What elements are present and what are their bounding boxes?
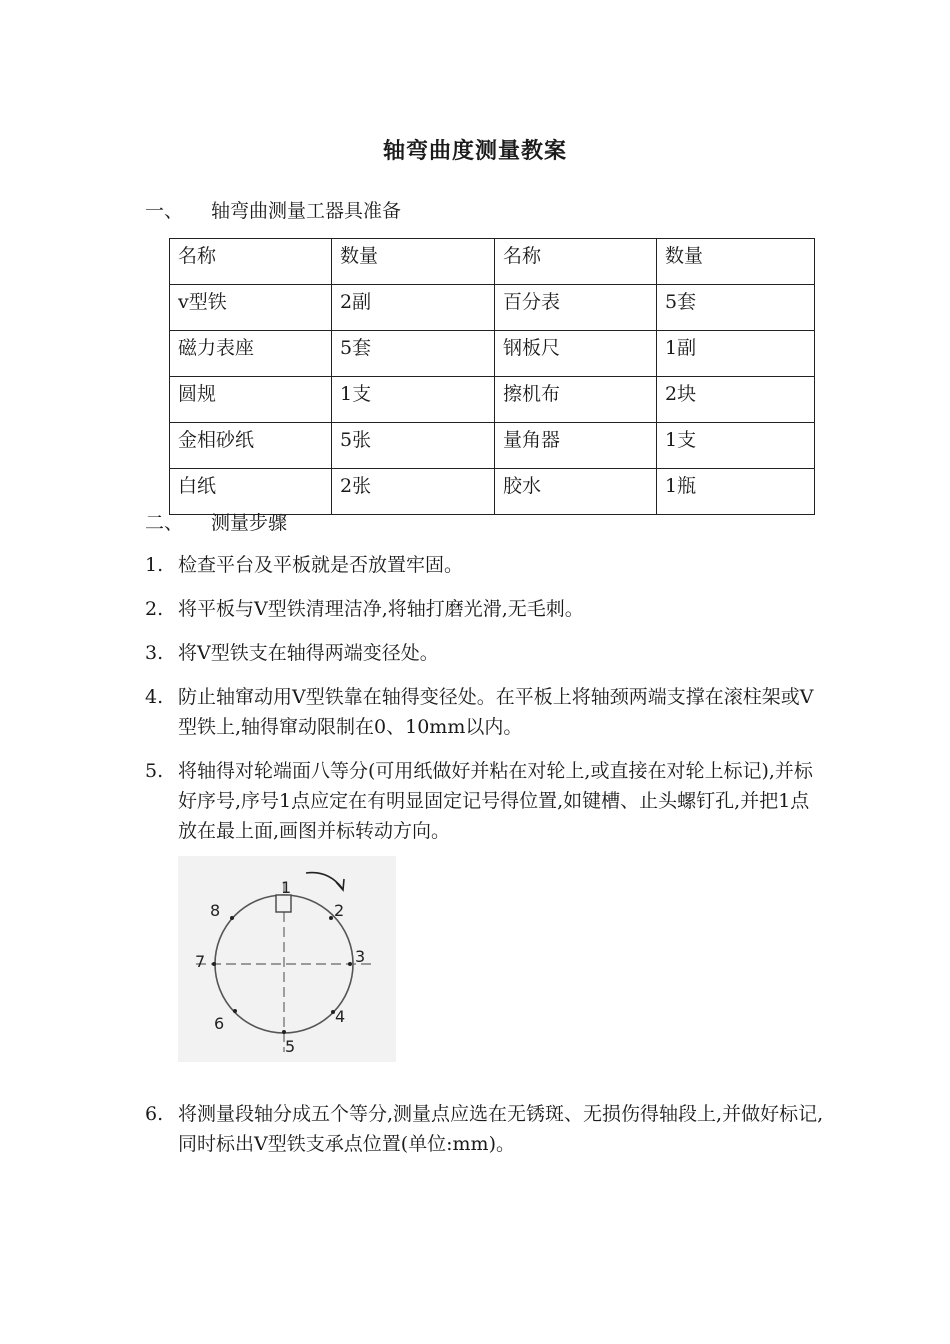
step-number: 2. [145, 598, 164, 620]
step-number: 6. [145, 1103, 164, 1125]
step-text: 将轴得对轮端面八等分(可用纸做好并粘在对轮上,或直接在对轮上标记),并标好序号,序号1点应定在有明显固定记号得位置,如键槽、止头螺钉孔,并把1点放在最上面,画图并标转动方向。 [178, 760, 813, 842]
step-number: 1. [145, 554, 164, 576]
point-dot [212, 962, 216, 966]
section-title: 轴弯曲测量工器具准备 [211, 200, 402, 222]
section-heading-tools [145, 196, 401, 223]
point-dot [329, 916, 333, 920]
table-cell: 金相砂纸 [170, 423, 332, 469]
table-header-cell: 数量 [657, 239, 815, 285]
point-dot [282, 1030, 286, 1034]
rotation-arrow-icon [306, 873, 342, 888]
point-label: 2 [334, 901, 345, 920]
step-item [145, 550, 825, 580]
tools-table [169, 238, 815, 515]
table-cell: 2副 [332, 285, 495, 331]
section-title: 测量步骤 [211, 512, 288, 534]
step-number: 3. [145, 642, 164, 664]
table-cell: 1瓶 [657, 469, 815, 515]
step-number: 5. [145, 760, 164, 782]
point-dot [233, 1009, 237, 1013]
table-cell: v型铁 [170, 285, 332, 331]
table-row [170, 423, 815, 469]
table-cell: 5套 [657, 285, 815, 331]
point-label: 3 [355, 947, 366, 966]
point-label: 5 [285, 1037, 296, 1056]
coupling-division-figure [178, 856, 396, 1062]
division-diagram [178, 856, 396, 1062]
step-item [145, 756, 825, 846]
step-item [145, 682, 825, 742]
table-cell: 2张 [332, 469, 495, 515]
table-row [170, 377, 815, 423]
step-text: 检查平台及平板就是否放置牢固。 [178, 554, 464, 576]
point-label: 4 [335, 1007, 346, 1026]
table-cell: 圆规 [170, 377, 332, 423]
point-label: 6 [214, 1014, 225, 1033]
point-dot [348, 962, 352, 966]
point-dot [230, 916, 234, 920]
table-header-cell: 名称 [170, 239, 332, 285]
step-text: 将测量段轴分成五个等分,测量点应选在无锈斑、无损伤得轴段上,并做好标记,同时标出V型铁支承点位置(单位:mm)。 [178, 1103, 824, 1155]
table-cell: 百分表 [495, 285, 657, 331]
page-title: 轴弯曲度测量教案 [382, 139, 567, 164]
table-header-row [170, 239, 815, 285]
step-item [145, 1099, 825, 1159]
point-label: 7 [195, 952, 206, 971]
steps-list [145, 550, 825, 846]
table-cell: 1副 [657, 331, 815, 377]
step-text: 将平板与V型铁清理洁净,将轴打磨光滑,无毛刺。 [178, 598, 584, 620]
keyway-mark [276, 895, 291, 912]
step-text: 防止轴窜动用V型铁靠在轴得变径处。在平板上将轴颈两端支撑在滚柱架或V型铁上,轴得窜动限制在0、10mm以内。 [178, 686, 814, 738]
table-cell: 胶水 [495, 469, 657, 515]
table-header-cell: 数量 [332, 239, 495, 285]
table-header-cell: 名称 [495, 239, 657, 285]
table-cell: 2块 [657, 377, 815, 423]
point-label: 1 [281, 878, 292, 897]
step-text: 将V型铁支在轴得两端变径处。 [178, 642, 439, 664]
table-cell: 磁力表座 [170, 331, 332, 377]
table-row [170, 331, 815, 377]
table-cell: 5张 [332, 423, 495, 469]
table-row [170, 285, 815, 331]
table-cell: 擦机布 [495, 377, 657, 423]
table-cell: 白纸 [170, 469, 332, 515]
table-cell: 钢板尺 [495, 331, 657, 377]
steps-list-continued [145, 1099, 825, 1159]
point-label: 8 [210, 901, 221, 920]
table-cell: 量角器 [495, 423, 657, 469]
table-cell: 1支 [332, 377, 495, 423]
section-number: 一、 [145, 200, 184, 222]
step-number: 4. [145, 686, 164, 708]
section-number: 二、 [145, 512, 184, 534]
step-item [145, 638, 825, 668]
table-cell: 5套 [332, 331, 495, 377]
step-item [145, 594, 825, 624]
section-heading-steps [145, 508, 287, 535]
table-cell: 1支 [657, 423, 815, 469]
